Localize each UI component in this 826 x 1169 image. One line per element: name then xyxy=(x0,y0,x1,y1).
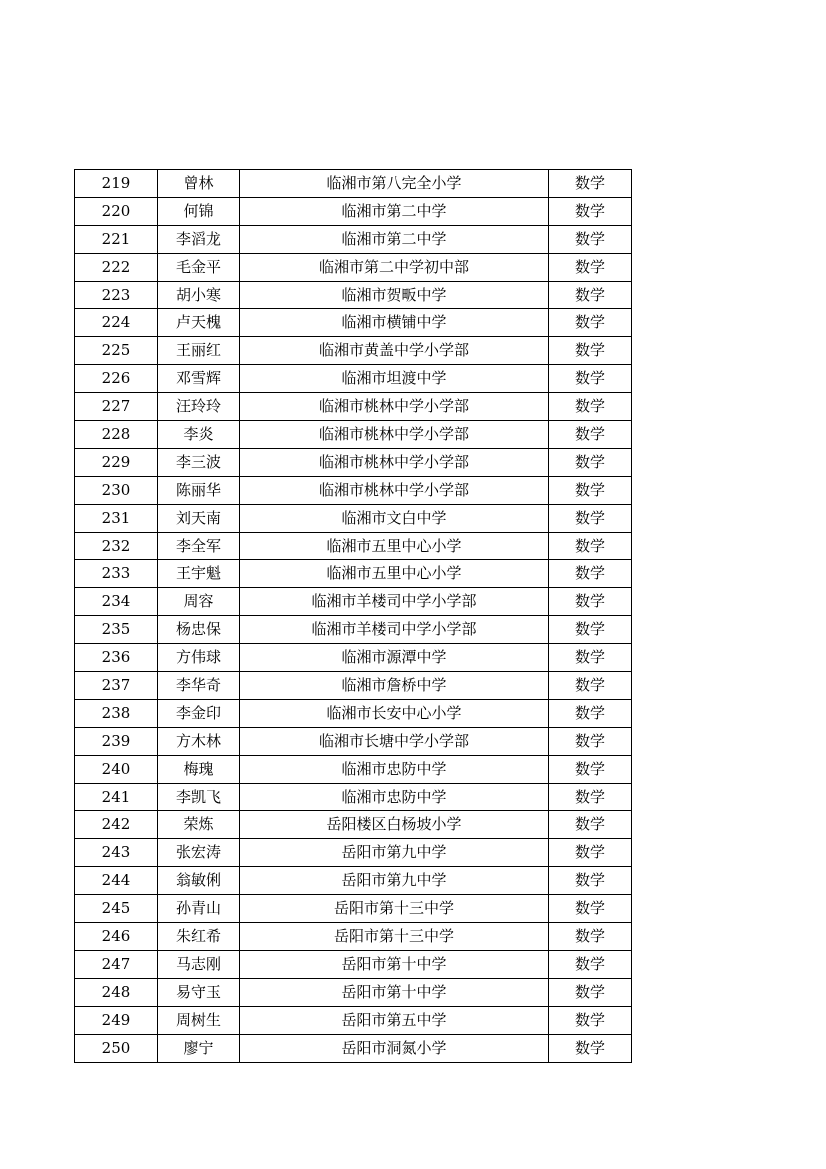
table-row xyxy=(75,337,632,365)
name-cell: 李滔龙 xyxy=(158,225,240,253)
name-cell: 何锦 xyxy=(158,197,240,225)
subject-cell: 数学 xyxy=(549,699,632,727)
table-row xyxy=(75,950,632,978)
row-number-cell: 250 xyxy=(75,1034,158,1062)
name-cell: 易守玉 xyxy=(158,978,240,1006)
table-row xyxy=(75,504,632,532)
school-cell: 临湘市忠防中学 xyxy=(240,755,549,783)
subject-cell: 数学 xyxy=(549,978,632,1006)
subject-cell: 数学 xyxy=(549,1006,632,1034)
subject-cell: 数学 xyxy=(549,253,632,281)
name-cell: 李华奇 xyxy=(158,672,240,700)
subject-cell: 数学 xyxy=(549,644,632,672)
name-cell: 方伟球 xyxy=(158,644,240,672)
school-cell: 岳阳市第九中学 xyxy=(240,867,549,895)
row-number-cell: 233 xyxy=(75,560,158,588)
table-row xyxy=(75,699,632,727)
subject-cell: 数学 xyxy=(549,532,632,560)
name-cell: 李三波 xyxy=(158,448,240,476)
table-row xyxy=(75,393,632,421)
name-cell: 荣炼 xyxy=(158,811,240,839)
row-number-cell: 235 xyxy=(75,616,158,644)
subject-cell: 数学 xyxy=(549,950,632,978)
row-number-cell: 222 xyxy=(75,253,158,281)
school-cell: 临湘市横铺中学 xyxy=(240,309,549,337)
subject-cell: 数学 xyxy=(549,197,632,225)
name-cell: 毛金平 xyxy=(158,253,240,281)
table-row xyxy=(75,672,632,700)
subject-cell: 数学 xyxy=(549,225,632,253)
subject-cell: 数学 xyxy=(549,727,632,755)
school-cell: 临湘市长安中心小学 xyxy=(240,699,549,727)
subject-cell: 数学 xyxy=(549,504,632,532)
row-number-cell: 242 xyxy=(75,811,158,839)
name-cell: 曾林 xyxy=(158,170,240,198)
subject-cell: 数学 xyxy=(549,337,632,365)
row-number-cell: 244 xyxy=(75,867,158,895)
name-cell: 周容 xyxy=(158,588,240,616)
name-cell: 方木林 xyxy=(158,727,240,755)
row-number-cell: 225 xyxy=(75,337,158,365)
table-row xyxy=(75,783,632,811)
name-cell: 杨忠保 xyxy=(158,616,240,644)
subject-cell: 数学 xyxy=(549,588,632,616)
school-cell: 临湘市羊楼司中学小学部 xyxy=(240,616,549,644)
subject-cell: 数学 xyxy=(549,393,632,421)
row-number-cell: 241 xyxy=(75,783,158,811)
school-cell: 临湘市文白中学 xyxy=(240,504,549,532)
school-cell: 岳阳楼区白杨坡小学 xyxy=(240,811,549,839)
name-cell: 刘天南 xyxy=(158,504,240,532)
school-cell: 临湘市羊楼司中学小学部 xyxy=(240,588,549,616)
subject-cell: 数学 xyxy=(549,309,632,337)
name-cell: 李凯飞 xyxy=(158,783,240,811)
table-row xyxy=(75,727,632,755)
subject-cell: 数学 xyxy=(549,839,632,867)
table-row xyxy=(75,365,632,393)
subject-cell: 数学 xyxy=(549,421,632,449)
table-row xyxy=(75,895,632,923)
row-number-cell: 224 xyxy=(75,309,158,337)
row-number-cell: 219 xyxy=(75,170,158,198)
row-number-cell: 229 xyxy=(75,448,158,476)
row-number-cell: 231 xyxy=(75,504,158,532)
name-cell: 马志刚 xyxy=(158,950,240,978)
name-cell: 朱红希 xyxy=(158,923,240,951)
row-number-cell: 245 xyxy=(75,895,158,923)
row-number-cell: 248 xyxy=(75,978,158,1006)
row-number-cell: 228 xyxy=(75,421,158,449)
school-cell: 岳阳市第十三中学 xyxy=(240,923,549,951)
name-cell: 廖宁 xyxy=(158,1034,240,1062)
table-row xyxy=(75,755,632,783)
school-cell: 临湘市桃林中学小学部 xyxy=(240,448,549,476)
table-row xyxy=(75,225,632,253)
subject-cell: 数学 xyxy=(549,281,632,309)
row-number-cell: 238 xyxy=(75,699,158,727)
row-number-cell: 240 xyxy=(75,755,158,783)
name-cell: 李全军 xyxy=(158,532,240,560)
name-cell: 陈丽华 xyxy=(158,476,240,504)
school-cell: 岳阳市洞氮小学 xyxy=(240,1034,549,1062)
table-row xyxy=(75,448,632,476)
table-row xyxy=(75,253,632,281)
school-cell: 临湘市第二中学 xyxy=(240,197,549,225)
name-cell: 王宇魁 xyxy=(158,560,240,588)
table-row xyxy=(75,1006,632,1034)
name-cell: 王丽红 xyxy=(158,337,240,365)
table-row xyxy=(75,560,632,588)
name-cell: 翁敏俐 xyxy=(158,867,240,895)
table-row xyxy=(75,1034,632,1062)
name-cell: 张宏涛 xyxy=(158,839,240,867)
school-cell: 临湘市贺畈中学 xyxy=(240,281,549,309)
roster-table xyxy=(74,169,632,1063)
school-cell: 临湘市坦渡中学 xyxy=(240,365,549,393)
row-number-cell: 249 xyxy=(75,1006,158,1034)
school-cell: 岳阳市第十中学 xyxy=(240,978,549,1006)
row-number-cell: 230 xyxy=(75,476,158,504)
school-cell: 临湘市源潭中学 xyxy=(240,644,549,672)
name-cell: 汪玲玲 xyxy=(158,393,240,421)
table-row xyxy=(75,978,632,1006)
school-cell: 临湘市五里中心小学 xyxy=(240,560,549,588)
school-cell: 临湘市长塘中学小学部 xyxy=(240,727,549,755)
row-number-cell: 237 xyxy=(75,672,158,700)
table-row xyxy=(75,867,632,895)
subject-cell: 数学 xyxy=(549,560,632,588)
row-number-cell: 220 xyxy=(75,197,158,225)
table-row xyxy=(75,839,632,867)
subject-cell: 数学 xyxy=(549,616,632,644)
subject-cell: 数学 xyxy=(549,783,632,811)
row-number-cell: 246 xyxy=(75,923,158,951)
row-number-cell: 227 xyxy=(75,393,158,421)
table-row xyxy=(75,644,632,672)
subject-cell: 数学 xyxy=(549,867,632,895)
roster-table-body xyxy=(75,170,632,1063)
row-number-cell: 234 xyxy=(75,588,158,616)
name-cell: 梅瑰 xyxy=(158,755,240,783)
row-number-cell: 239 xyxy=(75,727,158,755)
school-cell: 岳阳市第十中学 xyxy=(240,950,549,978)
row-number-cell: 226 xyxy=(75,365,158,393)
subject-cell: 数学 xyxy=(549,755,632,783)
school-cell: 临湘市第八完全小学 xyxy=(240,170,549,198)
subject-cell: 数学 xyxy=(549,811,632,839)
subject-cell: 数学 xyxy=(549,476,632,504)
subject-cell: 数学 xyxy=(549,895,632,923)
school-cell: 临湘市桃林中学小学部 xyxy=(240,421,549,449)
school-cell: 岳阳市第五中学 xyxy=(240,1006,549,1034)
school-cell: 临湘市桃林中学小学部 xyxy=(240,476,549,504)
school-cell: 临湘市桃林中学小学部 xyxy=(240,393,549,421)
row-number-cell: 236 xyxy=(75,644,158,672)
subject-cell: 数学 xyxy=(549,1034,632,1062)
row-number-cell: 223 xyxy=(75,281,158,309)
name-cell: 胡小寒 xyxy=(158,281,240,309)
row-number-cell: 221 xyxy=(75,225,158,253)
subject-cell: 数学 xyxy=(549,672,632,700)
row-number-cell: 247 xyxy=(75,950,158,978)
subject-cell: 数学 xyxy=(549,365,632,393)
school-cell: 临湘市黄盖中学小学部 xyxy=(240,337,549,365)
school-cell: 临湘市第二中学初中部 xyxy=(240,253,549,281)
table-row xyxy=(75,588,632,616)
table-row xyxy=(75,923,632,951)
table-row xyxy=(75,170,632,198)
school-cell: 临湘市第二中学 xyxy=(240,225,549,253)
school-cell: 岳阳市第九中学 xyxy=(240,839,549,867)
table-row xyxy=(75,616,632,644)
row-number-cell: 243 xyxy=(75,839,158,867)
name-cell: 邓雪辉 xyxy=(158,365,240,393)
row-number-cell: 232 xyxy=(75,532,158,560)
subject-cell: 数学 xyxy=(549,170,632,198)
subject-cell: 数学 xyxy=(549,448,632,476)
school-cell: 临湘市忠防中学 xyxy=(240,783,549,811)
school-cell: 临湘市五里中心小学 xyxy=(240,532,549,560)
name-cell: 卢天槐 xyxy=(158,309,240,337)
name-cell: 李炎 xyxy=(158,421,240,449)
name-cell: 周树生 xyxy=(158,1006,240,1034)
school-cell: 岳阳市第十三中学 xyxy=(240,895,549,923)
table-row xyxy=(75,421,632,449)
table-row xyxy=(75,309,632,337)
table-row xyxy=(75,532,632,560)
name-cell: 孙青山 xyxy=(158,895,240,923)
table-row xyxy=(75,281,632,309)
school-cell: 临湘市詹桥中学 xyxy=(240,672,549,700)
table-row xyxy=(75,811,632,839)
table-row xyxy=(75,197,632,225)
name-cell: 李金印 xyxy=(158,699,240,727)
subject-cell: 数学 xyxy=(549,923,632,951)
table-row xyxy=(75,476,632,504)
